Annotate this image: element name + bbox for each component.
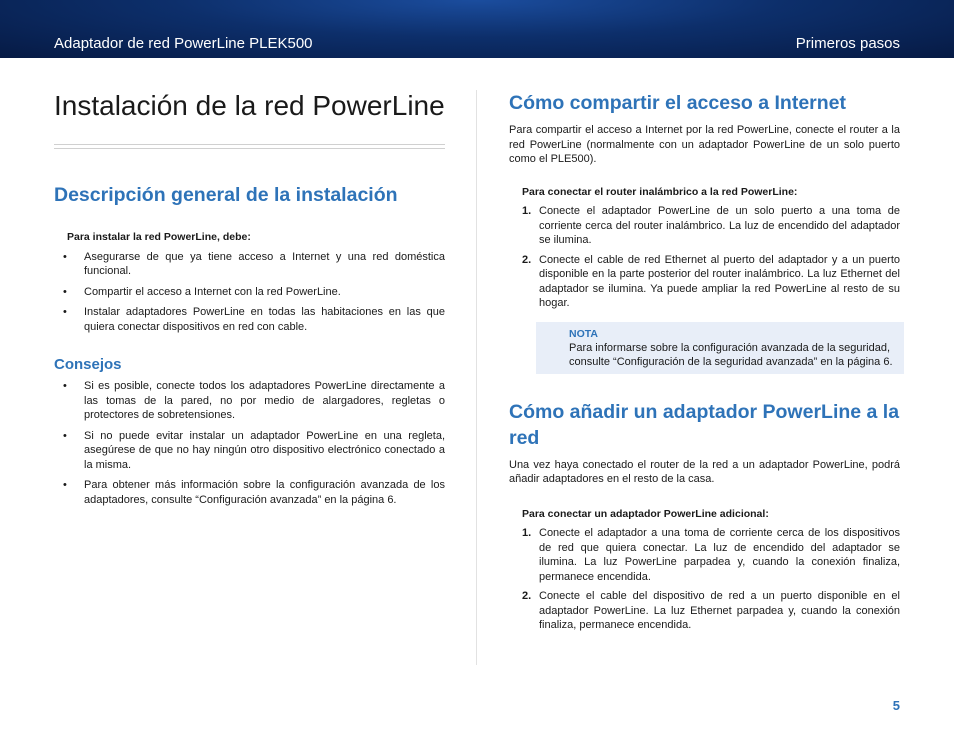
step-number: 1. xyxy=(522,205,532,217)
step-number: 2. xyxy=(522,253,532,266)
list-item: • Compartir el acceso a Internet con la red PowerLine. xyxy=(54,285,445,300)
list-item xyxy=(509,526,900,584)
list-item: • Para obtener más información sobre la configuración avanzada de los adaptadores, consulte “Configuración avanzada” en la página 6. xyxy=(54,478,445,507)
install-label: Para instalar la red PowerLine, debe: xyxy=(67,231,251,243)
left-column xyxy=(54,88,445,513)
list-item xyxy=(509,204,900,248)
install-list xyxy=(54,250,445,335)
page-title: Instalación de la red PowerLine xyxy=(54,90,445,121)
list-item: • Instalar adaptadores PowerLine en todas las habitaciones en las que quiera conectar dispositivos en red con cable. xyxy=(54,305,445,334)
step-text: Conecte el cable de red Ethernet al puerto del adaptador y a un puerto disponible en la parte posterior del router inalámbrico. La luz Ethernet del adaptador se ilumina. Ya puede ampliar la red PowerLine al resto de su hogar. xyxy=(539,253,900,309)
list-item xyxy=(509,253,900,311)
step-number: 2. xyxy=(522,590,532,602)
step-number: 1. xyxy=(522,527,532,539)
share-label: Para conectar el router inalámbrico a la red PowerLine: xyxy=(522,185,798,198)
list-item: • Asegurarse de que ya tiene acceso a Internet y una red doméstica funcional. xyxy=(54,250,445,279)
right-column xyxy=(509,90,900,638)
tips-list xyxy=(54,379,445,507)
section-name: Primeros pasos xyxy=(795,35,900,52)
add-steps xyxy=(509,526,900,633)
share-steps xyxy=(509,204,900,311)
note-box xyxy=(536,322,904,374)
add-intro: Una vez haya conectado el router de la red a un adaptador PowerLine, podrá añadir adaptadores en el resto de la casa. xyxy=(509,458,900,485)
add-heading: Cómo añadir un adaptador PowerLine a la red xyxy=(509,400,900,449)
column-divider xyxy=(476,90,477,665)
page-number: 5 xyxy=(892,698,900,713)
note-text: Para informarse sobre la configuración avanzada de la seguridad, consulte “Configuración de la seguridad avanzada” en la página 6. xyxy=(569,341,893,368)
step-text: Conecte el adaptador a una toma de corriente cerca de los dispositivos de red que quiera conectar. La luz de encendido del adaptador se ilumina. La luz PowerLine parpadea y, cuando la conexión finaliza, permanece encendida. xyxy=(539,527,900,583)
list-item: • Si es posible, conecte todos los adaptadores PowerLine directamente a las tomas de la pared, no por medio de alargadores, regletas o protectores de sobretensiones. xyxy=(54,379,445,423)
share-intro: Para compartir el acceso a Internet por la red PowerLine, conecte el router a la red PowerLine (normalmente con un adaptador PowerLine de un solo puerto como el PLE500). xyxy=(509,124,900,165)
step-text: Conecte el cable del dispositivo de red a un puerto disponible en el adaptador PowerLine. La luz Ethernet parpadea y, cuando la conexión finaliza, permanece encendida. xyxy=(539,590,900,631)
step-text: Conecte el adaptador PowerLine de un solo puerto a una toma de corriente cerca del router inalámbrico. La luz de encendido del adaptador se ilumina. xyxy=(539,205,900,246)
note-label: NOTA xyxy=(569,327,598,340)
tips-heading: Consejos xyxy=(54,356,122,373)
overview-heading: Descripción general de la instalación xyxy=(54,184,398,206)
list-item: • Si no puede evitar instalar un adaptador PowerLine en una regleta, asegúrese de que no hay ningún otro dispositivo electrónico conectado a la misma. xyxy=(54,429,445,473)
list-item xyxy=(509,589,900,633)
share-heading: Cómo compartir el acceso a Internet xyxy=(509,92,847,114)
page-header xyxy=(0,0,954,58)
add-label: Para conectar un adaptador PowerLine adicional: xyxy=(522,507,769,520)
title-rule xyxy=(54,144,445,149)
document-title: Adaptador de red PowerLine PLEK500 xyxy=(54,35,313,52)
